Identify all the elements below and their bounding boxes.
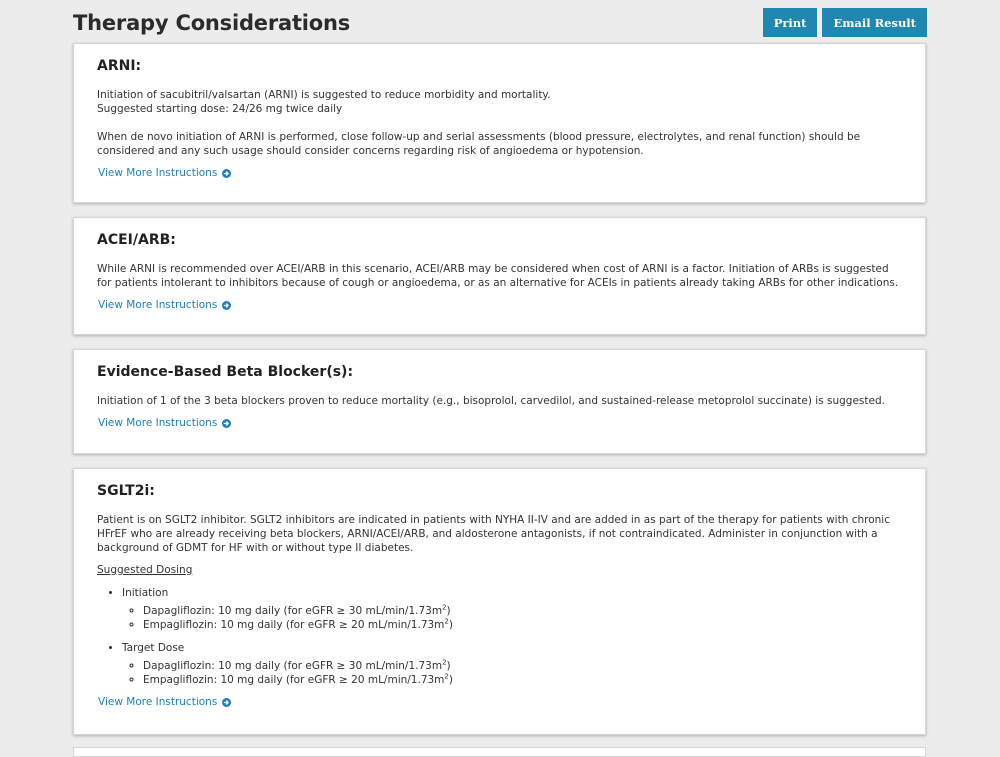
arni-view-more-label: View More Instructions: [98, 167, 218, 179]
sglt2i-view-more-link[interactable]: [98, 696, 231, 708]
arrow-circle-right-icon: [222, 169, 231, 178]
arni-view-more-link[interactable]: [98, 167, 231, 179]
arrow-circle-right-icon: [222, 698, 231, 707]
arrow-circle-right-icon: [222, 301, 231, 310]
dose-close: ): [446, 605, 451, 617]
dose-close: ): [448, 619, 453, 631]
arni-caution: When de novo initiation of ARNI is performed, close follow-up and serial assessments (blood pressure, electrolytes, and renal function) should be considered and any such usage should consider concerns regarding risk of angioedema or hypotension.: [97, 131, 861, 157]
arrow-circle-right-icon: [222, 419, 231, 428]
acei-arb-card: [73, 217, 926, 335]
dose-text: Empagliflozin: 10 mg daily (for eGFR ≥ 20 mL/min/1.73m: [143, 674, 445, 686]
list-item: [122, 586, 902, 632]
acei-arb-view-more-link[interactable]: [98, 299, 231, 311]
initiation-dose-list: [122, 604, 902, 632]
beta-blocker-view-more-label: View More Instructions: [98, 417, 218, 429]
list-item: [143, 604, 902, 618]
arni-card: [73, 43, 926, 203]
sglt2i-card: [73, 468, 926, 735]
beta-blocker-title: Evidence-Based Beta Blocker(s):: [97, 364, 354, 380]
beta-blocker-card: [73, 349, 926, 454]
arni-title: ARNI:: [97, 58, 142, 74]
next-card-edge: [73, 747, 926, 757]
suggested-dosing-heading: Suggested Dosing: [97, 564, 193, 576]
list-item: [143, 673, 902, 687]
sglt2i-title: SGLT2i:: [97, 483, 155, 499]
list-item: [122, 641, 902, 687]
dose-text: Empagliflozin: 10 mg daily (for eGFR ≥ 20 mL/min/1.73m: [143, 619, 445, 631]
arni-line-1: Initiation of sacubitril/valsartan (ARNI) is suggested to reduce morbidity and mortality.: [97, 89, 551, 101]
list-item: [143, 618, 902, 632]
target-dose-list: [122, 659, 902, 687]
arni-starting-dose: Suggested starting dose: 24/26 mg twice daily: [97, 103, 343, 115]
sglt2i-view-more-label: View More Instructions: [98, 696, 218, 708]
dose-close: ): [446, 660, 451, 672]
sglt2i-description: Patient is on SGLT2 inhibitor. SGLT2 inhibitors are indicated in patients with NYHA II-IV and are added in as part of the therapy for patients with chronic HFrEF who are already receiving beta blockers, ARNI/ACEI/ARB, and aldosterone antagonists, if not contraindicated. Administer in conjunction with a background of GDMT for HF with or without type II diabetes.: [97, 514, 890, 554]
beta-blocker-view-more-link[interactable]: [98, 417, 231, 429]
initiation-label: Initiation: [122, 587, 169, 599]
dosing-list: [97, 586, 902, 687]
acei-arb-view-more-label: View More Instructions: [98, 299, 218, 311]
acei-arb-title: ACEI/ARB:: [97, 232, 176, 248]
dose-close: ): [448, 674, 453, 686]
print-button[interactable]: Print: [763, 8, 818, 37]
dose-text: Dapagliflozin: 10 mg daily (for eGFR ≥ 30 mL/min/1.73m: [143, 660, 443, 672]
acei-arb-description: While ARNI is recommended over ACEI/ARB in this scenario, ACEI/ARB may be considered when cost of ARNI is a factor. Initiation of ARBs is suggested for patients intolerant to inhibitors because of cough or angioedema, or as an alternative for ACEIs in patients already taking ARBs for other indications.: [97, 263, 899, 289]
beta-blocker-description: Initiation of 1 of the 3 beta blockers proven to reduce mortality (e.g., bisoprolol, carvedilol, and sustained-release metoprolol succinate) is suggested.: [97, 395, 885, 407]
list-item: [143, 659, 902, 673]
dose-superscript: 2: [442, 658, 447, 667]
dose-superscript: 2: [444, 617, 449, 626]
dose-text: Dapagliflozin: 10 mg daily (for eGFR ≥ 30 mL/min/1.73m: [143, 605, 443, 617]
dose-superscript: 2: [444, 672, 449, 681]
dose-superscript: 2: [442, 603, 447, 612]
result-actions: [763, 8, 927, 37]
target-dose-label: Target Dose: [122, 642, 185, 654]
arni-description: [97, 88, 902, 116]
email-result-button[interactable]: Email Result: [822, 8, 927, 37]
page-title: Therapy Considerations: [73, 11, 351, 35]
